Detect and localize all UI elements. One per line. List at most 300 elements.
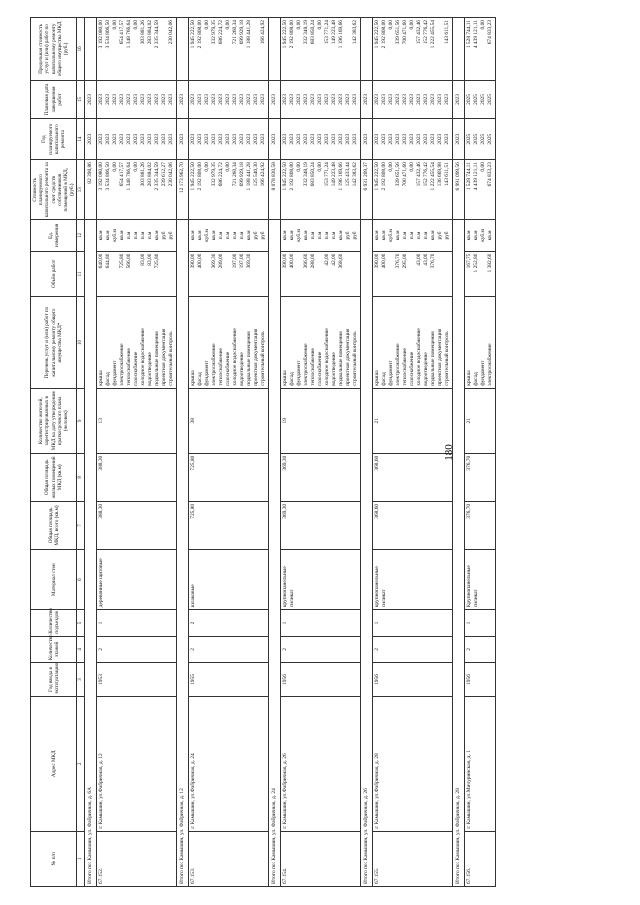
building-year: 1956 [281,663,361,697]
work-due: 2023 [324,94,331,105]
total-limit [269,18,281,81]
work-unit: куб.м [480,229,487,242]
work-name: проектная документация [253,328,260,386]
column-number: 12 [77,220,85,251]
work-year: 2023 [289,133,296,145]
works-limit-cell [97,18,177,81]
work-year: 2023 [388,133,395,145]
column-header: Общая площадь МКД, всего (кв.м) [31,501,77,549]
work-limit: 332 979,35 [211,20,218,45]
works-cost-cell [281,160,361,220]
work-due: 2023 [140,94,147,105]
work-due: 2023 [253,94,260,105]
work-name: фундамент [296,360,303,386]
total-year: 2023 [361,119,373,160]
work-limit: 686 224,72 [218,20,225,45]
work-due: 2023 [147,94,154,105]
work-year: 2023 [317,133,324,145]
work-limit: 149 223,48 [331,20,338,45]
work-due: 2023 [260,94,267,105]
work-year: 2023 [260,133,267,145]
building-entrances: 2 [189,610,269,636]
work-vol [296,254,303,295]
work-unit: кв.м [303,230,310,241]
work-vol: 376,70 [430,253,437,269]
work-limit: 683 850,24 [310,20,317,45]
work-limit: 3 192 080,00 [98,20,105,49]
work-cost: 2 192 808,00 [381,162,388,191]
work-vol [352,254,359,295]
total-row [269,18,281,887]
work-due: 2023 [197,94,204,105]
total-limit [361,18,373,81]
work-name: газоснабжение [317,351,324,386]
building-area: 368,60 [373,501,453,549]
work-name: строительный контроль [168,331,175,386]
work-limit: 1 945 222,50 [190,20,197,49]
work-name: крыша [190,370,197,386]
work-limit: 1 196 169,66 [338,20,345,49]
work-year: 2023 [444,133,451,145]
work-due: 2023 [303,94,310,105]
work-limit: 2 192 808,00 [197,20,204,49]
work-vol: 369,30 [246,253,253,269]
works-year-cell [281,119,361,160]
work-due: 2023 [381,94,388,105]
work-name: строительный контроль [352,331,359,386]
work-year: 2023 [338,133,345,145]
building-floors: 2 [189,636,269,662]
work-unit: п.м [416,231,423,240]
building-area: 376,70 [465,501,496,549]
work-due: 2023 [119,94,126,105]
column-header: Общая площадь жилых помещений МКД (кв.м) [31,453,77,501]
work-vol: 390,00 [190,253,197,269]
work-cost: 142 383,62 [352,162,359,187]
work-cost: 0,00 [225,162,232,172]
total-due: 2023 [269,80,281,119]
column-number: 16 [77,18,85,81]
work-name: подвальные помещения [338,331,345,386]
work-name: фундамент [388,360,395,386]
work-cost: 654 417,57 [119,162,126,187]
work-name: газоснабжение [225,351,232,386]
column-header: Материал стен [31,550,77,610]
work-vol [253,254,260,295]
work-limit: 1 222 455,54 [430,20,437,49]
work-cost: 0,00 [112,162,119,172]
building-material: деревянные щитовые [97,550,177,610]
work-vol: 197,00 [239,253,246,269]
work-name: водоотведение [423,352,430,386]
work-unit: кв.м [98,230,105,241]
work-unit: п.м [225,231,232,240]
work-cost: 239 612,27 [161,162,168,187]
work-cost: 674 833,23 [487,162,494,187]
work-due: 2023 [338,94,345,105]
work-year: 2023 [296,133,303,145]
work-year: 2023 [416,133,423,145]
work-name: фундамент [112,360,119,386]
work-vol: 376,70 [395,253,402,269]
work-vol [388,254,395,295]
work-cost: 332 348,19 [303,162,310,187]
work-name: крыша [282,370,289,386]
works-cost-cell [465,160,496,220]
work-cost: 2 192 808,00 [289,162,296,191]
works-due-cell [281,80,361,119]
work-year: 2023 [218,133,225,145]
work-unit: руб [161,231,168,240]
work-due: 2023 [402,94,409,105]
column-number: 9 [77,388,85,453]
work-name: проектная документация [437,328,444,386]
column-number: 13 [77,160,85,220]
works-unit-cell [465,220,496,251]
work-name: подвальные помещения [246,331,253,386]
work-cost: 3 534 806,50 [105,162,112,191]
work-unit: кв.м [119,230,126,241]
work-year: 2023 [239,133,246,145]
work-cost: 686 224,72 [218,162,225,187]
work-due: 2023 [331,94,338,105]
works-limit-cell [465,18,496,81]
work-year: 2023 [105,133,112,145]
works-vol-cell [97,251,177,297]
column-number: 11 [77,251,85,297]
work-limit: 157 432,46 [416,20,423,45]
work-limit: 0,00 [388,20,395,30]
work-name: электроснабжение [487,343,494,386]
work-vol [133,254,140,295]
works-unit-cell [97,220,177,251]
building-living: 369,30 [281,453,361,501]
work-unit: кв.м [473,230,480,241]
work-limit [161,20,168,78]
work-year: 2023 [232,133,239,145]
works-vol-cell [281,251,361,297]
work-year: 2023 [423,133,430,145]
work-name: проектная документация [345,328,352,386]
work-year: 2023 [133,133,140,145]
work-cost: 166 424,92 [260,162,267,187]
work-unit: куб.м [204,229,211,242]
work-unit: руб [444,231,451,240]
column-number-row [77,18,85,887]
works-cost-cell [373,160,453,220]
work-year: 2025 [480,133,487,145]
column-number: 15 [77,80,85,119]
total-label: Итого по: Камышин, ул. Фабричная, д. 12 [177,220,189,887]
work-limit: 1 945 222,50 [282,20,289,49]
building-area: 725,80 [189,501,269,549]
work-limit: 230 042,06 [168,20,175,45]
building-floors: 2 [281,636,361,662]
work-unit: кв.м [338,230,345,241]
work-year: 2023 [374,133,381,145]
work-name: фасад [381,372,388,386]
work-limit: 303 881,26 [140,20,147,45]
work-unit: кв.м [190,230,197,241]
work-due: 2023 [204,94,211,105]
work-year: 2023 [310,133,317,145]
work-cost: 283 884,02 [147,162,154,187]
work-year: 2023 [112,133,119,145]
building-living: 368,60 [373,453,453,501]
work-due: 2023 [444,94,451,105]
total-cost: 6 991 099,56 [453,160,465,220]
work-year: 2023 [197,133,204,145]
work-year: 2023 [381,133,388,145]
work-vol: 390,00 [282,253,289,269]
works-due-cell [189,80,269,119]
building-row [465,18,496,887]
work-unit: п.м [232,231,239,240]
works-unit-cell [281,220,361,251]
work-due: 2023 [168,94,175,105]
column-number: 2 [77,696,85,831]
work-limit: 4 439 121,11 [473,20,480,49]
work-limit: 0,00 [317,20,324,30]
work-limit: 654 417,57 [119,20,126,45]
work-year: 2025 [487,133,494,145]
work-vol [112,254,119,295]
work-cost: 0,00 [317,162,324,172]
column-number: 3 [77,663,85,697]
building-num: 67.152. [97,831,177,886]
work-cost: 339 651,56 [395,162,402,187]
work-vol [168,254,175,295]
work-cost: 2 192 808,00 [197,162,204,191]
work-year: 2023 [154,133,161,145]
works-unit-cell [373,220,453,251]
work-vol: 366,60 [303,253,310,269]
work-unit: п.м [126,231,133,240]
total-limit [177,18,189,81]
work-vol: 368,60 [338,253,345,269]
work-year: 2023 [345,133,352,145]
work-unit: кв.м [381,230,388,241]
column-number: 8 [77,453,85,501]
work-name: фундамент [204,360,211,386]
work-cost: 149 223,48 [331,162,338,187]
work-vol: 83,00 [147,253,154,266]
total-label: Итого по: Камышин, ул. Фабричная, д. 24 [269,220,281,887]
building-address: г. Камышин, ул.Фабричная, д. 24 [189,696,269,831]
work-cost: 3 192 080,00 [98,162,105,191]
building-entrances: 1 [281,610,361,636]
column-header: Предельная стоимость услуг и (или) работ по капитальному ремонту общего имущества МКД (руб.) [31,18,77,81]
work-name: теплоснабжение [218,348,225,386]
work-unit: п.м [239,231,246,240]
work-unit: п.м [310,231,317,240]
works-name-cell [373,297,453,388]
work-limit: 0,00 [225,20,232,30]
column-number: 4 [77,636,85,662]
work-unit: кв.м [246,230,253,241]
work-unit: кв.м [395,230,402,241]
work-limit: 1 528 744,11 [466,20,473,49]
building-address: г. Камышин, ул.Фабричная, д. 12 [97,696,177,831]
work-limit: 332 348,19 [303,20,310,45]
work-due: 2023 [289,94,296,105]
repair-plan-table [30,17,496,887]
building-residents: 19 [281,388,361,453]
work-unit: кв.м [374,230,381,241]
work-name: крыша [374,370,381,386]
work-unit: п.м [140,231,147,240]
work-limit: 0,00 [204,20,211,30]
work-limit [437,20,444,78]
work-vol: 42,00 [324,253,331,266]
work-due: 2023 [112,94,119,105]
work-due: 2023 [352,94,359,105]
work-due: 2023 [161,94,168,105]
works-name-cell [189,297,269,388]
work-due: 2025 [480,94,487,105]
work-name: теплоснабжение [126,348,133,386]
building-address: г. Камышин, ул.Мичуринская, д. 1 [465,696,496,831]
column-header: № п/п [31,831,77,886]
total-limit [453,18,465,81]
work-cost: 1 528 744,11 [466,162,473,191]
building-floors: 2 [373,636,453,662]
work-vol: 369,30 [211,253,218,269]
work-unit: кв.м [430,230,437,241]
work-due: 2023 [225,94,232,105]
work-limit: 0,00 [133,20,140,30]
building-material: Крупнопанельные силикат [465,550,496,610]
work-due: 2023 [98,94,105,105]
works-name-cell [465,297,496,388]
building-year: 1956 [373,663,453,697]
work-cost: 153 771,24 [324,162,331,187]
total-due: 2023 [453,80,465,119]
work-cost: 136 669,98 [437,162,444,187]
total-row [177,18,189,887]
work-name: электроснабжение [211,343,218,386]
total-cost: 6 931 209,37 [361,160,373,220]
work-vol: 43,00 [423,253,430,266]
work-vol: 566,00 [126,253,133,269]
work-due: 2023 [310,94,317,105]
work-unit: кв.м [487,230,494,241]
work-due: 2023 [409,94,416,105]
works-limit-cell [373,18,453,81]
works-year-cell [465,119,496,160]
work-unit: кв.м [282,230,289,241]
work-year: 2023 [204,133,211,145]
work-vol: 1 252,80 [473,253,480,273]
building-address: г. Камышин, ул.Фабричная, д. 28 [373,696,453,831]
works-year-cell [189,119,269,160]
column-header: Стоимость планируемого капитального ремонта за счет средств собственников помещений в МКД, (руб.) [31,160,77,220]
column-number: 6 [77,550,85,610]
work-due: 2023 [211,94,218,105]
work-vol [161,254,168,295]
work-year: 2023 [430,133,437,145]
work-limit: 3 534 806,50 [105,20,112,49]
work-due: 2023 [430,94,437,105]
building-residents: 38 [189,388,269,453]
building-material: крупнопанельные силикат [373,550,453,610]
building-year: 1953 [97,663,177,697]
work-limit: 0,00 [480,20,487,30]
work-limit: 700 471,60 [402,20,409,45]
building-num: 67.156. [465,831,496,886]
work-due: 2023 [232,94,239,105]
work-due: 2023 [190,94,197,105]
works-vol-cell [465,251,496,297]
building-year: 1956 [465,663,496,697]
total-due: 2023 [361,80,373,119]
work-vol: 1 382,60 [487,253,494,273]
column-number: 14 [77,119,85,160]
work-limit: 0,00 [409,20,416,30]
work-limit: 2 192 808,00 [381,20,388,49]
total-year: 2023 [85,119,97,160]
work-year: 2023 [331,133,338,145]
work-unit: кв.м [211,230,218,241]
column-header: Перечень услуг и (или) работ по капитальному ремонту общего имущества МКД* [31,297,77,388]
column-number: 1 [77,831,85,886]
work-due: 2023 [317,94,324,105]
works-vol-cell [373,251,453,297]
work-vol: 400,00 [197,253,204,269]
total-cost: 8 078 830,58 [269,160,281,220]
work-name: электроснабжение [395,343,402,386]
work-cost: 2 335 344,59 [154,162,161,191]
building-area: 388,30 [97,501,177,549]
work-cost: 230 042,06 [168,162,175,187]
total-label: Итого по: Камышин, ул. Фабричная, д. 26 [361,220,373,887]
work-due: 2023 [374,94,381,105]
work-limit: 283 884,02 [147,20,154,45]
work-cost: 0,00 [409,162,416,172]
work-unit: кв.м [289,230,296,241]
work-vol: 725,80 [119,253,126,269]
work-due: 2023 [296,94,303,105]
work-year: 2023 [246,133,253,145]
work-cost: 1 196 169,66 [338,162,345,191]
work-due: 2023 [388,94,395,105]
work-limit: 1 188 441,28 [246,20,253,49]
work-due: 2023 [282,94,289,105]
work-unit: куб.м [112,229,119,242]
work-name: подвальные помещения [154,331,161,386]
work-name: водоотведение [147,352,154,386]
work-cost: 1 188 441,28 [246,162,253,191]
work-year: 2023 [119,133,126,145]
work-cost: 0,00 [133,162,140,172]
work-name: холодное водоснабжение [324,328,331,386]
work-year: 2023 [395,133,402,145]
column-header: Год планируемого капитального ремонта [31,119,77,160]
total-year: 2023 [269,119,281,160]
work-year: 2023 [352,133,359,145]
building-living: 376,70 [465,453,496,501]
work-name: теплоснабжение [310,348,317,386]
building-residents: 21 [373,388,453,453]
work-name: фасад [105,372,112,386]
building-entrances: 1 [97,610,177,636]
work-name: водоотведение [331,352,338,386]
work-cost: 699 929,18 [239,162,246,187]
work-year: 2023 [98,133,105,145]
total-label: Итого по: Камышин, ул. Фабричная, д. 6А [85,220,97,887]
building-residents: 21 [465,388,496,453]
work-due: 2023 [126,94,133,105]
